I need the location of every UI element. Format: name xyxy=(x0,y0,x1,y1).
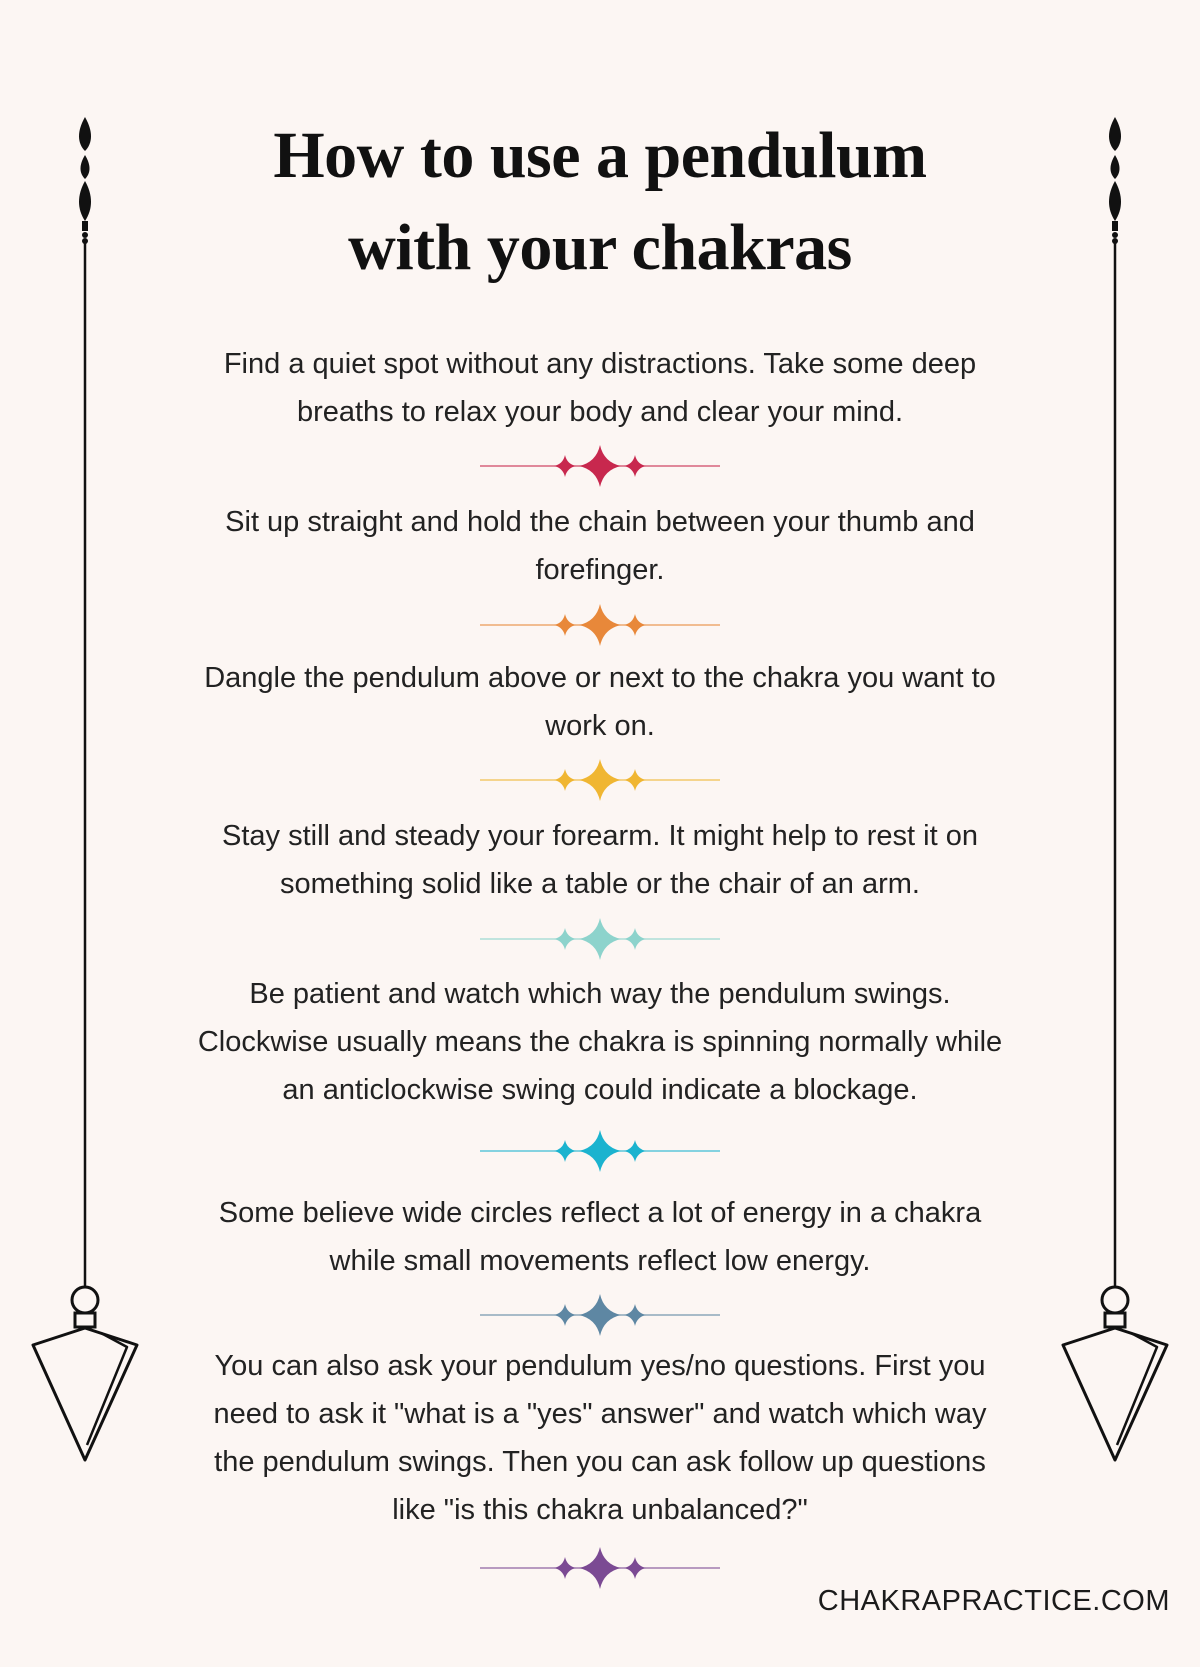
step-1: Find a quiet spot without any distractions. Take some deep breaths to relax your body and clear your mind. xyxy=(223,348,977,428)
divider-6 xyxy=(480,1293,720,1337)
divider-3 xyxy=(480,758,720,802)
sparkle-icon xyxy=(480,603,720,647)
title-line-1: How to use a pendulum xyxy=(273,119,927,192)
page-title xyxy=(150,110,1050,294)
sparkle-icon xyxy=(480,917,720,961)
step-4: Stay still and steady your forearm. It might help to rest it on something solid like a table or the chair of an arm. xyxy=(222,820,978,900)
sparkle-icon xyxy=(480,444,720,488)
sparkle-icon xyxy=(480,1129,720,1173)
step-6: Some believe wide circles reflect a lot of energy in a chakra while small movements reflect low energy. xyxy=(218,1197,982,1277)
step-2: Sit up straight and hold the chain between your thumb and forefinger. xyxy=(225,506,975,586)
right-pendulum-icon xyxy=(1055,115,1175,1555)
divider-1 xyxy=(480,444,720,488)
footer-url: CHAKRAPRACTICE.COM xyxy=(817,1585,1170,1617)
divider-4 xyxy=(480,917,720,961)
sparkle-icon xyxy=(480,758,720,802)
sparkle-icon xyxy=(480,1293,720,1337)
step-3: Dangle the pendulum above or next to the chakra you want to work on. xyxy=(204,662,996,742)
left-pendulum-icon xyxy=(25,115,145,1555)
step-5: Be patient and watch which way the pendulum swings. Clockwise usually means the chakra is spinning normally while an anticlockwise swing could indicate a blockage. xyxy=(197,978,1003,1106)
divider-7 xyxy=(480,1546,720,1590)
step-7: You can also ask your pendulum yes/no questions. First you need to ask it "what is a "yes" answer" and watch which way the pendulum swings. Then you can ask follow up questions like "is this chakra unbalanced?" xyxy=(213,1350,987,1526)
sparkle-icon xyxy=(480,1546,720,1590)
title-line-2: with your chakras xyxy=(348,211,852,284)
divider-5 xyxy=(480,1129,720,1173)
divider-2 xyxy=(480,603,720,647)
